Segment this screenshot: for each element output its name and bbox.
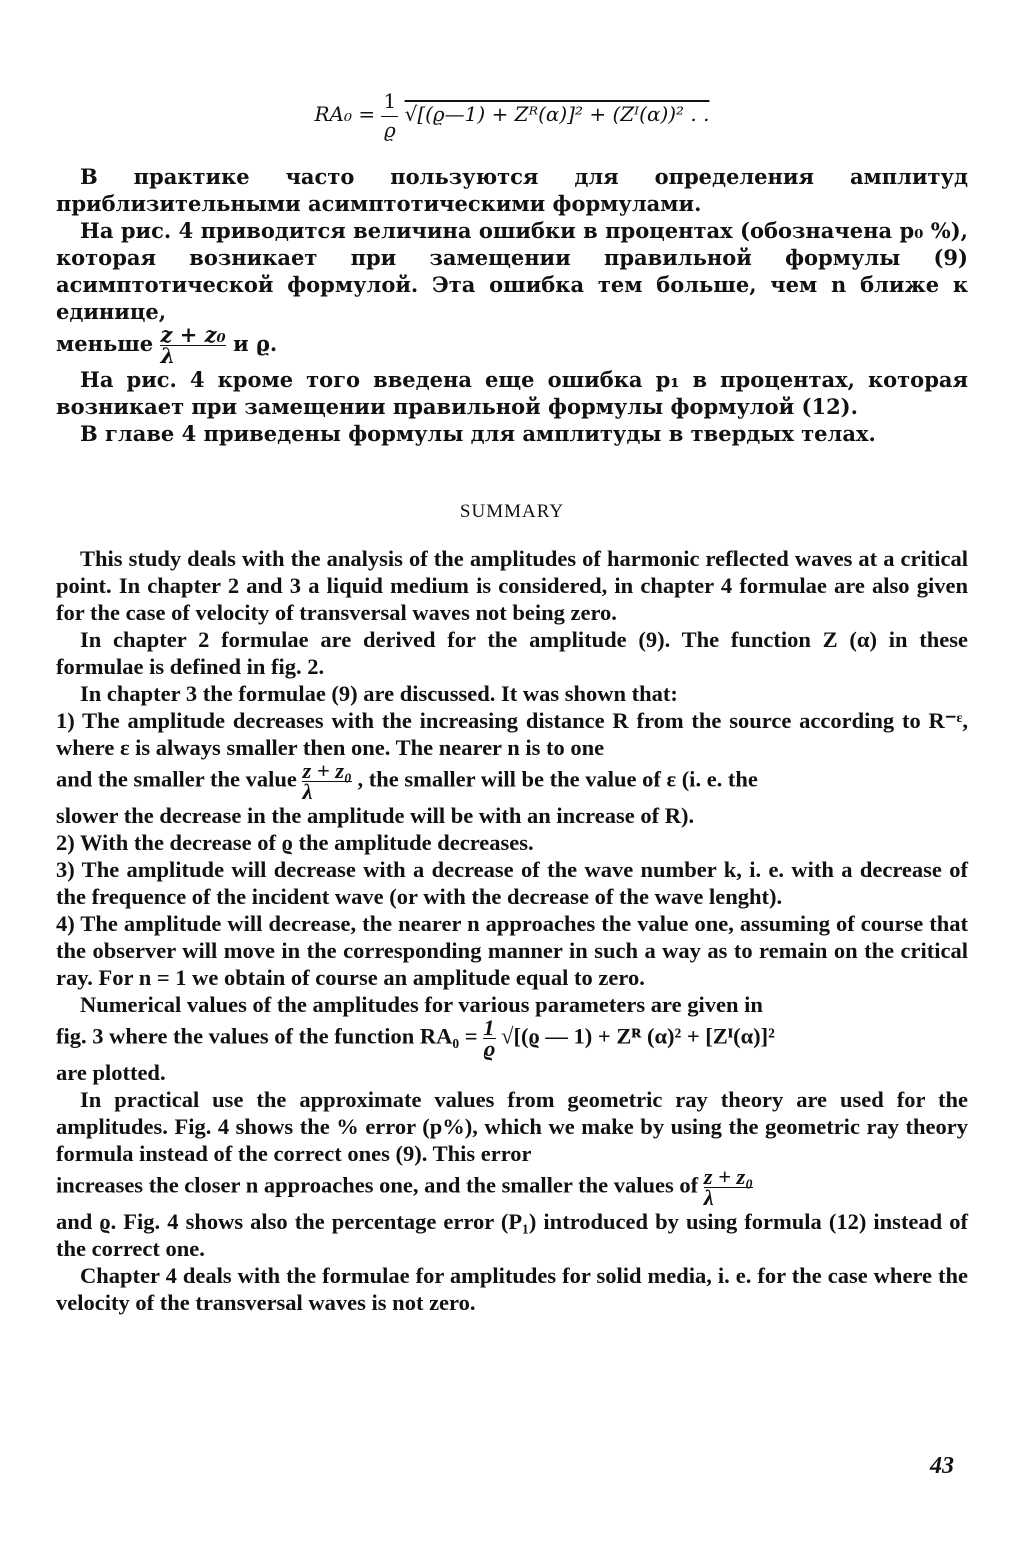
summary-paragraph-numerical-b: [56, 1015, 968, 1061]
russian-paragraph-4: В главе 4 приведены формулы для амплитуды в твердых телах.: [80, 421, 876, 446]
russian-line-suffix: и ϱ.: [233, 331, 278, 356]
russian-paragraph-2-formula-line: [56, 322, 968, 368]
russian-frac-denominator: λ: [160, 345, 225, 366]
summary-heading: SUMMARY: [459, 501, 565, 522]
numerical-formula-prefix: fig. 3 where the values of the function RA₀ =: [56, 1023, 478, 1049]
practical-line-prefix: increases the closer n approaches one, and the smaller the values of: [56, 1172, 699, 1198]
amplitude-formula: [0, 88, 1024, 143]
summary-paragraph-numerical-a: Numerical values of the amplitudes for various parameters are given in: [80, 992, 763, 1017]
summary-paragraph-1: This study deals with the analysis of the amplitudes of harmonic reflected waves at a critical point. In chapter 2 and 3 a liquid medium is considered, in chapter 4 formulae are also given for the case of velocity of transversal waves not being zero.: [56, 546, 968, 625]
summary-paragraph-practical-c: and ϱ. Fig. 4 shows also the percentage error (P₁) introduced by using formula (12) instead of the correct one.: [56, 1209, 968, 1261]
summary-point-2: 2) With the decrease of ϱ the amplitude decreases.: [56, 830, 534, 855]
formula-frac-denominator: ϱ: [381, 116, 398, 144]
summary-point-1-frac-numerator: z + z₀: [302, 758, 352, 783]
numerical-formula-root: √[(ϱ — 1) + Zᴿ (α)² + [Zᴵ(α)]²: [501, 1023, 775, 1049]
summary-point-1-prefix: and the smaller the value: [56, 766, 297, 792]
formula-frac-numerator: 1: [383, 89, 397, 113]
russian-inline-fraction: [160, 322, 226, 368]
summary-paragraph-chapter-4: Chapter 4 deals with the formulae for amplitudes for solid media, i. e. for the case where the velocity of the transversal waves is not zero.: [56, 1263, 968, 1315]
numerical-frac-numerator: 1: [483, 1015, 495, 1040]
formula-root: √[(ϱ—1) + Zᴿ(α)]² + (Zᴵ(α))² . .: [404, 102, 710, 126]
summary-point-1-fraction: [302, 758, 352, 804]
summary-point-1-suffix: , the smaller will be the value of ε (i. e. the: [357, 766, 758, 792]
summary-paragraph-3: In chapter 3 the formulae (9) are discussed. It was shown that:: [80, 681, 678, 706]
formula-lhs: RA₀ =: [314, 102, 376, 126]
russian-paragraph-1: В практике часто пользуются для определения амплитуд приблизительными асимптотическими формулами.: [56, 164, 968, 216]
numerical-frac-denominator: ϱ: [483, 1036, 496, 1061]
page-number: 43: [930, 1453, 954, 1479]
summary-point-4: 4) The amplitude will decrease, the nearer n approaches the value one, assuming of course that the observer will move in the corresponding manner in such a way as to remain on the critical ray. For n = 1 we obtain of course an amplitude equal to zero.: [56, 911, 968, 990]
summary-point-3: 3) The amplitude will decrease with a decrease of the wave number k, i. e. with a decrease of the frequence of the incident wave (or with the decrease of the wave lenght).: [56, 857, 968, 909]
formula-fraction: [381, 88, 398, 143]
summary-point-1a: 1) The amplitude decreases with the increasing distance R from the source according to R⁻ᵋ, where ε is always smaller then one. The nearer n is to one: [56, 708, 968, 760]
russian-paragraph-2: На рис. 4 приводится величина ошибки в процентах (обозначена p₀ %), которая возникает при замещении правильной формулы (9) асимптотической формулой. Эта ошибка тем больше, чем n ближе к единице,: [56, 218, 968, 324]
summary-point-1c: slower the decrease in the amplitude will be with an increase of R).: [56, 803, 695, 828]
russian-frac-numerator: z + z₀: [160, 322, 226, 347]
summary-paragraph-numerical-c: are plotted.: [56, 1060, 166, 1085]
practical-frac-numerator: z + z₀: [703, 1164, 754, 1189]
russian-text-block: [56, 163, 968, 447]
summary-point-1b: [56, 758, 968, 804]
practical-fraction: [703, 1164, 754, 1210]
english-summary-block: [56, 545, 968, 1316]
practical-frac-denominator: λ: [704, 1187, 753, 1208]
russian-paragraph-3: На рис. 4 кроме того введена еще ошибка p₁ в процентах, которая возникает при замещении правильной формулы формулой (12).: [56, 367, 968, 419]
russian-line-prefix: меньше: [56, 331, 154, 356]
numerical-formula-fraction: [483, 1015, 496, 1061]
summary-point-1-frac-denominator: λ: [302, 781, 351, 802]
summary-paragraph-practical-b: [56, 1164, 968, 1210]
summary-paragraph-practical-a: In practical use the approximate values from geometric ray theory are used for the amplitudes. Fig. 4 shows the % error (p%), which we make by using the geometric ray theory formula instead of the correct ones (9). This error: [56, 1087, 968, 1166]
summary-paragraph-2: In chapter 2 formulae are derived for the amplitude (9). The function Z (α) in these formulae is defined in fig. 2.: [56, 627, 968, 679]
